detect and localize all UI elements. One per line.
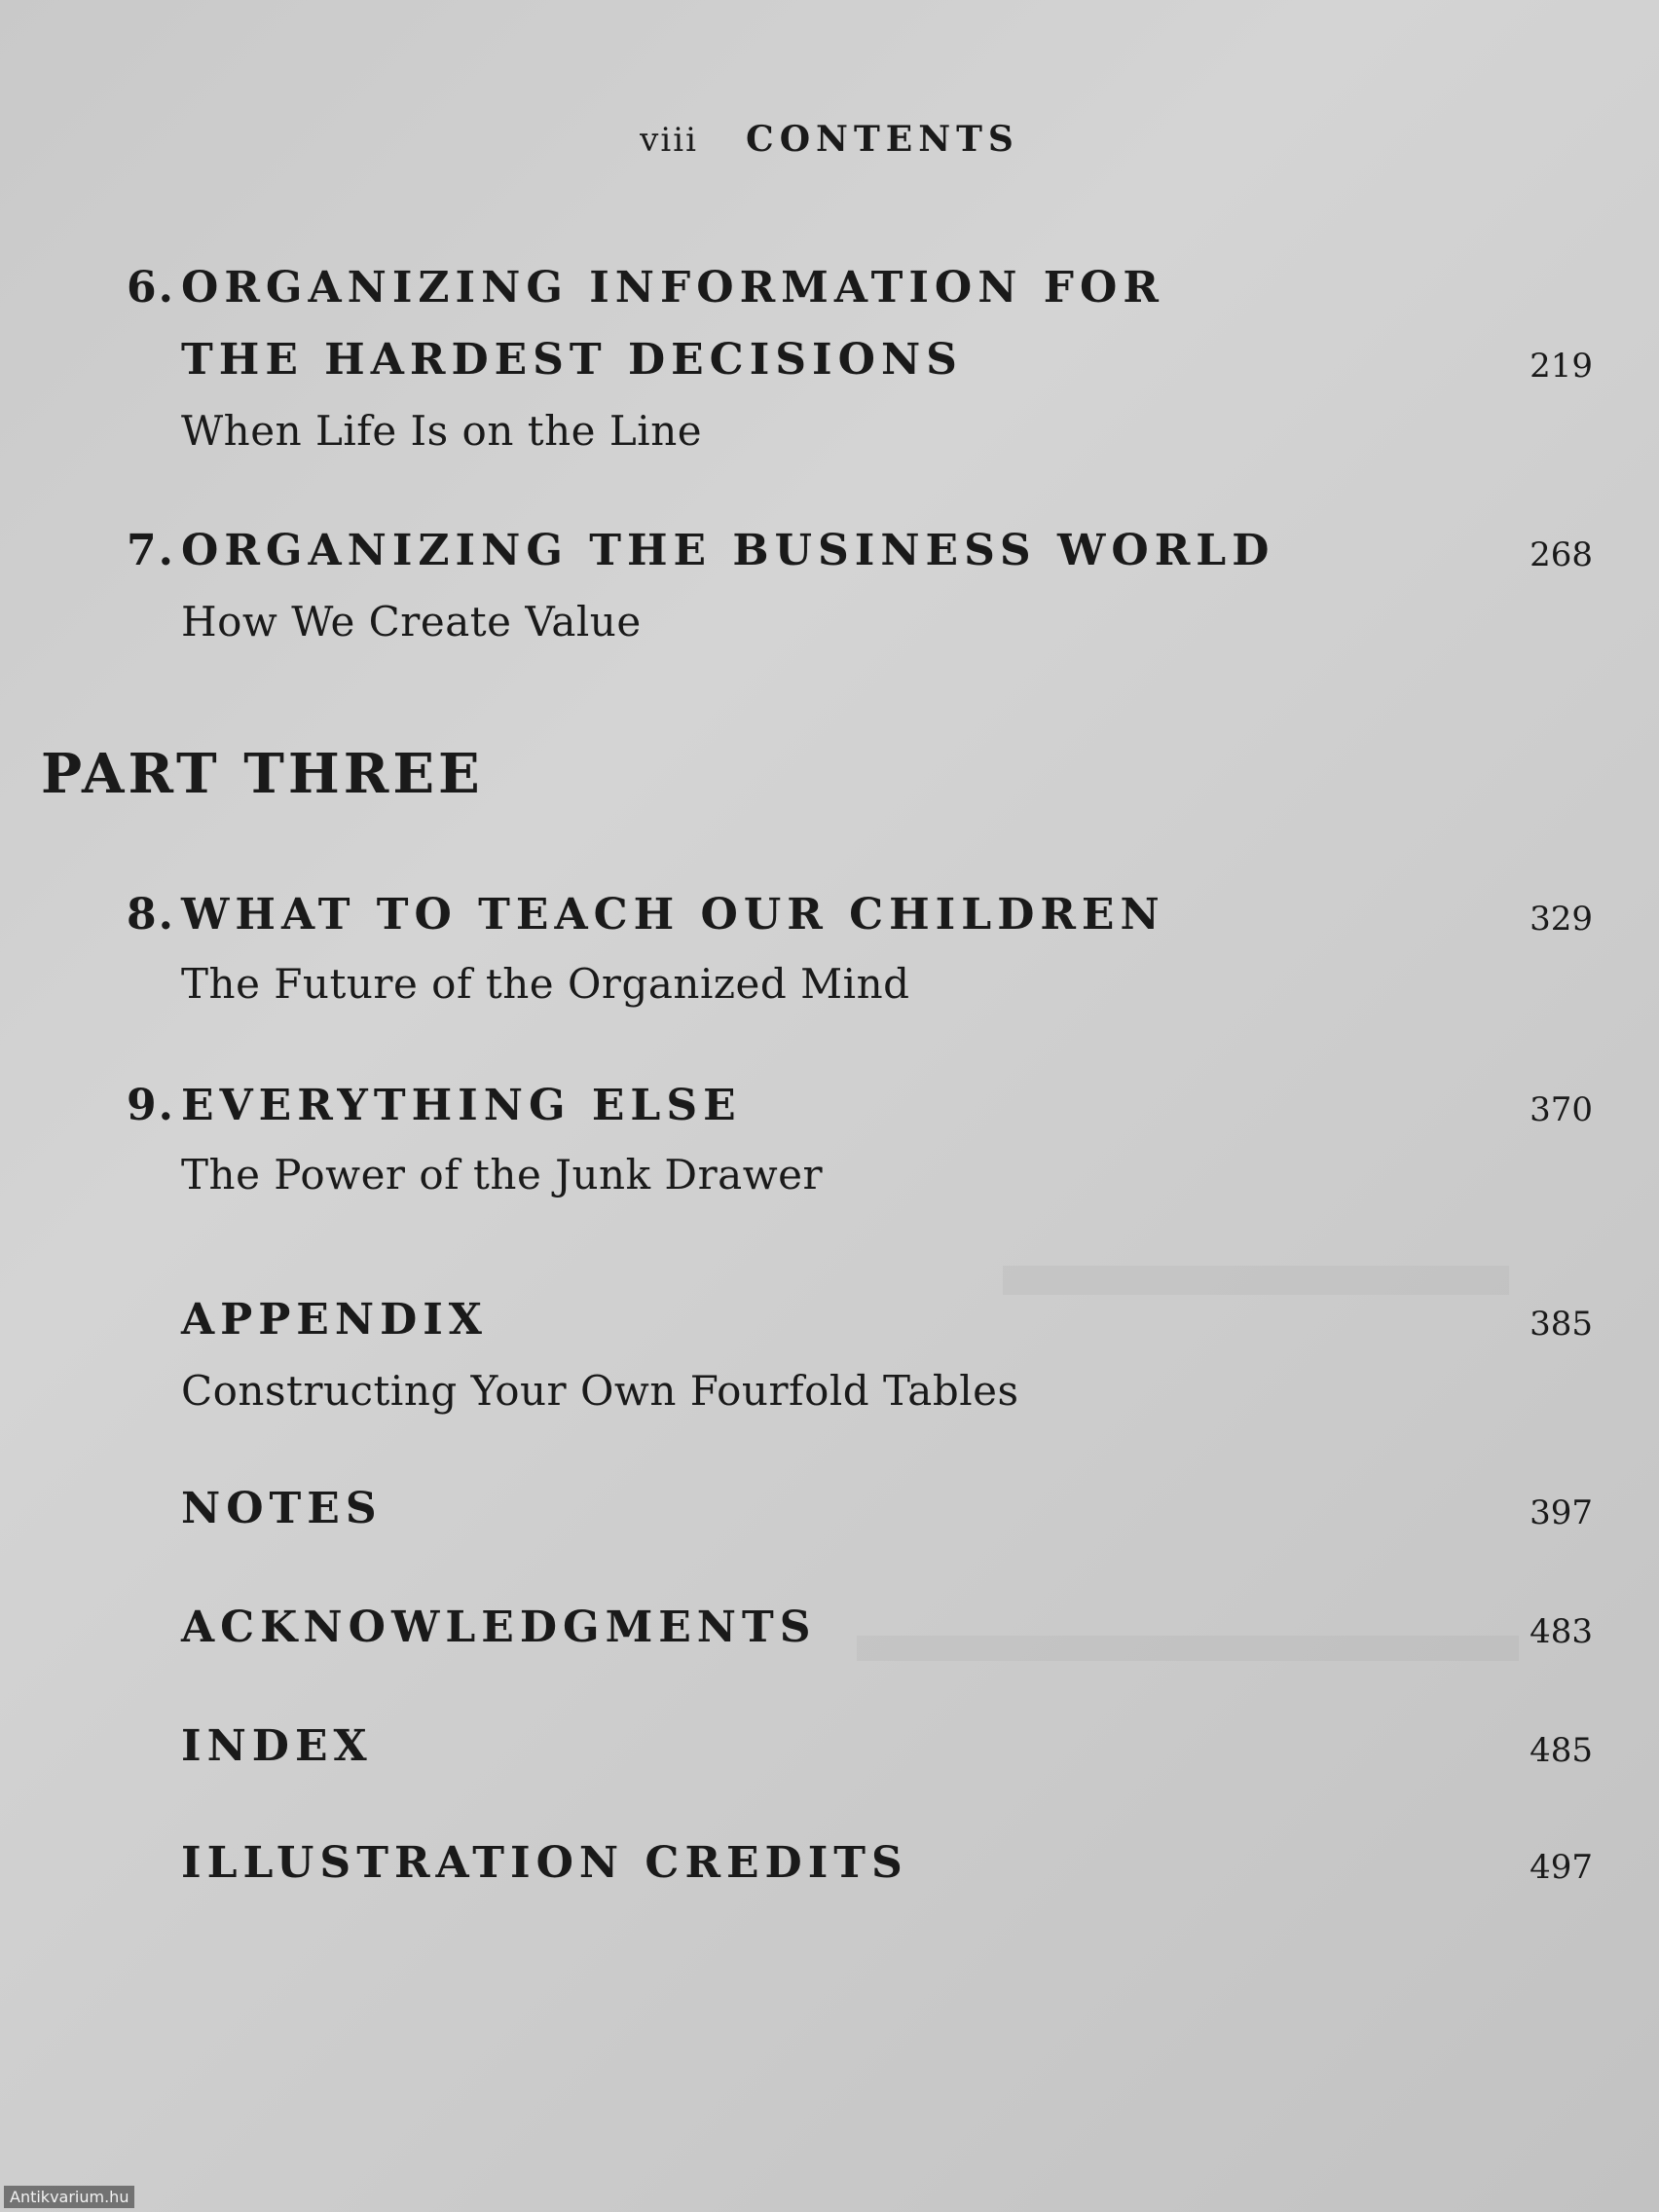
chapter-title: ORGANIZING INFORMATION FOR [181, 263, 1164, 313]
page-number: 268 [1530, 535, 1593, 574]
chapter-subtitle: The Future of the Organized Mind [181, 960, 910, 1008]
page-number: 219 [1530, 347, 1593, 386]
back-matter-title: ILLUSTRATION CREDITS [181, 1838, 908, 1888]
chapter-subtitle: The Power of the Junk Drawer [181, 1151, 824, 1198]
page-folio: viii [640, 121, 698, 160]
back-matter-subtitle: Constructing Your Own Fourfold Tables [181, 1367, 1019, 1415]
watermark-label: Antikvarium.hu [4, 2186, 134, 2208]
chapter-number: 6. [127, 263, 175, 313]
chapter-title: ORGANIZING THE BUSINESS WORLD [181, 526, 1275, 575]
page-number: 329 [1530, 900, 1593, 939]
back-matter-title: ACKNOWLEDGMENTS [181, 1603, 817, 1652]
page-number: 497 [1530, 1848, 1593, 1887]
page-number: 370 [1530, 1090, 1593, 1129]
back-matter-title: APPENDIX [181, 1295, 488, 1345]
back-matter-title: INDEX [181, 1721, 373, 1771]
bleed-through-shadow [1003, 1266, 1509, 1295]
page-number: 385 [1530, 1305, 1593, 1344]
running-head-title: CONTENTS [746, 119, 1019, 160]
chapter-subtitle: How We Create Value [181, 598, 642, 645]
chapter-number: 9. [127, 1081, 175, 1130]
page-number: 485 [1530, 1731, 1593, 1770]
chapter-title-continued: THE HARDEST DECISIONS [181, 335, 963, 385]
part-heading: PART THREE [41, 742, 484, 806]
page-number: 397 [1530, 1493, 1593, 1532]
chapter-title: EVERYTHING ELSE [181, 1081, 742, 1130]
running-head [0, 119, 1659, 160]
bleed-through-shadow [857, 1636, 1519, 1661]
chapter-subtitle: When Life Is on the Line [181, 407, 703, 455]
page-number: 483 [1530, 1612, 1593, 1651]
chapter-number: 8. [127, 890, 175, 940]
chapter-title: WHAT TO TEACH OUR CHILDREN [181, 890, 1165, 940]
chapter-number: 7. [127, 526, 175, 575]
back-matter-title: NOTES [181, 1484, 383, 1533]
